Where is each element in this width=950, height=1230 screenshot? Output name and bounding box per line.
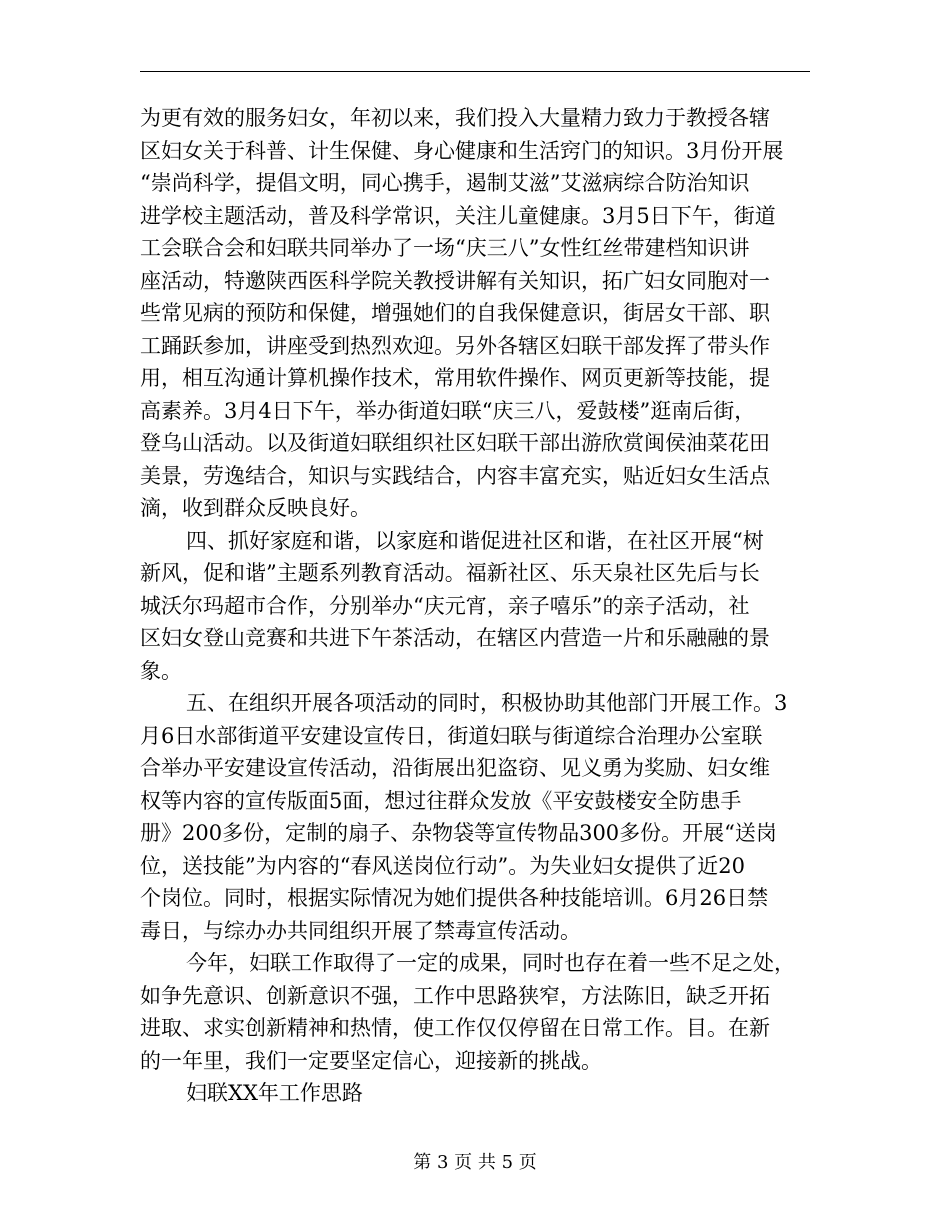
text-line: 工踊跃参加，讲座受到热烈欢迎。另外各辖区妇联干部发挥了带头作 [140,333,770,358]
text-line: 册》200多份，定制的扇子、杂物袋等宣传物品300多份。开展“送岗 [140,821,777,845]
body-text [140,102,815,1110]
text-line: “崇尚科学，提倡文明，同心携手，遏制艾滋”艾滋病综合防治知识 [140,171,750,195]
text-line: 座活动，特邀陕西医科学院关教授讲解有关知识，拓广妇女同胞对一 [140,268,770,293]
text-line: 象。 [140,658,182,683]
text-line: 进学校主题活动，普及科学常识，关注儿童健康。3月5日下午，街道 [140,203,776,228]
text-line: 如争先意识、创新意识不强，工作中思路狭窄，方法陈旧，缺乏开拓 [140,983,770,1008]
text-line: 区妇女登山竞赛和共进下午茶活动，在辖区内营造一片和乐融融的景 [140,626,770,650]
text-line: 位，送技能”为内容的“春风送岗位行动”。为失业妇女提供了近20 [140,853,745,878]
paragraph-summary [140,947,815,1077]
text-line: 妇联XX年工作思路 [186,1081,363,1105]
paragraph-5 [140,687,815,947]
text-line: 个岗位。同时，根据实际情况为她们提供各种技能培训。6月26日禁 [140,886,769,910]
text-line: 月6日水部街道平安建设宣传日，街道妇联与街道综合治理办公室联 [140,723,763,748]
text-line: 滴，收到群众反映良好。 [140,496,371,520]
paragraph-4 [140,525,815,688]
text-line: 四、抓好家庭和谐，以家庭和谐促进社区和谐，在社区开展“树 [186,528,764,553]
text-line: 工会联合会和妇联共同举办了一场“庆三八”女性红丝带建档知识讲 [140,236,750,260]
text-line: 用，相互沟通计算机操作技术，常用软件操作、网页更新等技能，提 [140,366,770,390]
text-line: 五、在组织开展各项活动的同时，积极协助其他部门开展工作。3 [186,691,788,715]
section-heading [140,1077,815,1110]
text-line: 些常见病的预防和保健，增强她们的自我保健意识，街居女干部、职 [140,301,770,325]
text-line: 高素养。3月4日下午，举办街道妇联“庆三八，爱鼓楼”逛南后街， [140,398,756,423]
text-line: 权等内容的宣传版面5面，想过往群众发放《平安鼓楼安全防患手 [140,788,742,813]
text-line: 的一年里，我们一定要坚定信心，迎接新的挑战。 [140,1048,602,1073]
text-line: 城沃尔玛超市合作，分别举办“庆元宵，亲子嘻乐”的亲子活动，社 [140,593,750,618]
text-line: 美景，劳逸结合，知识与实践结合，内容丰富充实，贴近妇女生活点 [140,463,770,488]
page-footer: 第 3 页 共 5 页 [413,1152,537,1173]
text-line: 新风，促和谐”主题系列教育活动。福新社区、乐天泉社区先后与长 [140,561,760,585]
text-line: 今年，妇联工作取得了一定的成果，同时也存在着一些不足之处， [186,951,795,975]
text-line: 区妇女关于科普、计生保健、身心健康和生活窍门的知识。3月份开展 [140,138,784,163]
text-line: 合举办平安建设宣传活动，沿街展出犯盗窃、见义勇为奖励、妇女维 [140,756,770,780]
text-line: 为更有效的服务妇女，年初以来，我们投入大量精力致力于教授各辖 [140,106,770,130]
text-line: 毒日，与综办办共同组织开展了禁毒宣传活动。 [140,918,581,943]
text-line: 进取、求实创新精神和热情，使工作仅仅停留在日常工作。目。在新 [140,1016,770,1040]
paragraph-1 [140,102,815,525]
text-line: 登乌山活动。以及街道妇联组织社区妇联干部出游欣赏闽侯油菜花田 [140,431,770,455]
header-rule [140,71,810,72]
